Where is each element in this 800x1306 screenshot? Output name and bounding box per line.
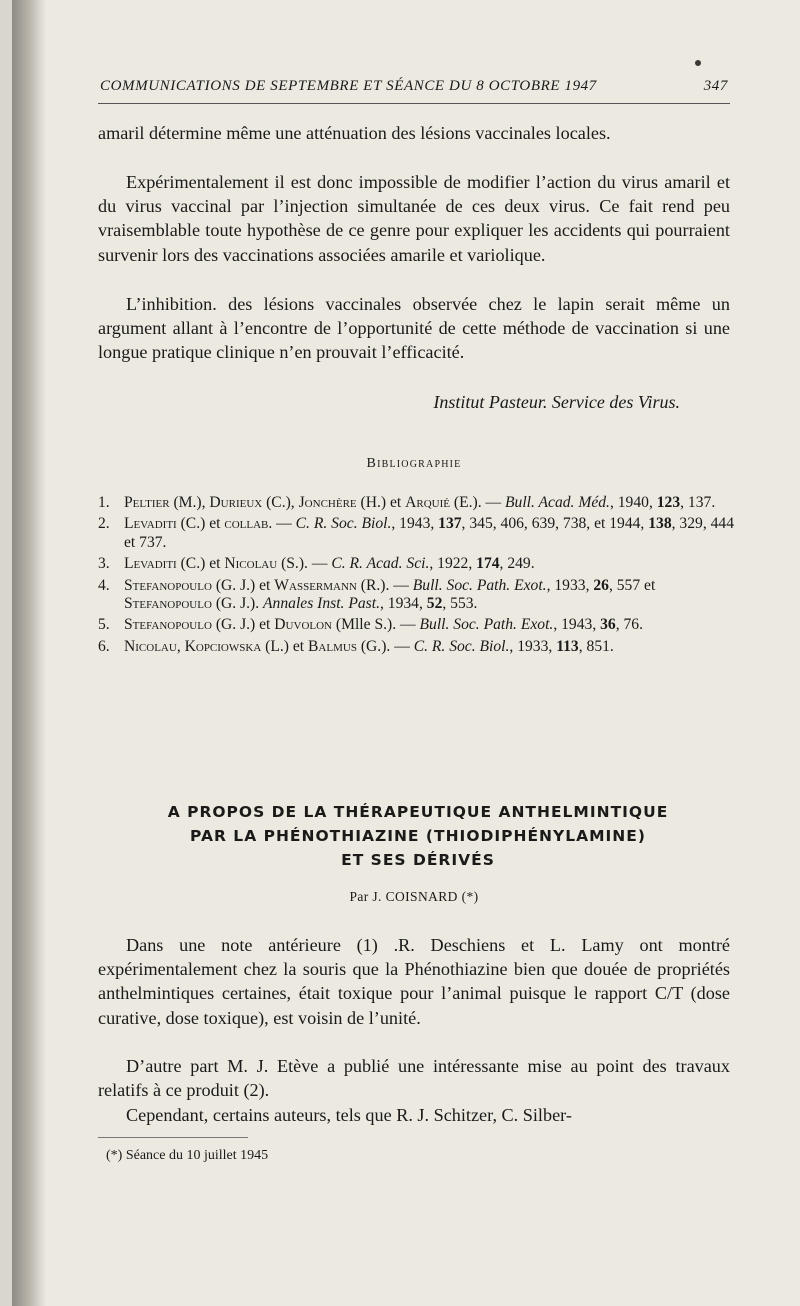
paragraph-conclusion: Expérimentalement il est donc impossible de modifier l’action du virus amaril et du virus vaccinal par l’injection simultanée de ces deux virus. Ce fait rend peu vraisemblable toute hypothèse de ce genre pour expliquer les accidents qui pourraient survenir lors des vaccinations associées amarile et variolique. <box>98 172 730 265</box>
article-paragraph: Cependant, certains auteurs, tels que R. J. Schitzer, C. Silber- <box>126 1105 572 1125</box>
reference-fragment: , 76. <box>615 616 643 634</box>
reference-number: 3. <box>98 555 110 573</box>
reference-fragment: Duvolon <box>274 616 332 634</box>
reference-fragment: Balmus <box>308 637 357 655</box>
paragraph-continued: amaril détermine même une atténuation des lésions vaccinales locales. <box>98 123 611 143</box>
reference-number: 1. <box>98 494 110 511</box>
reference-item <box>98 638 738 656</box>
reference-fragment: , 1922, <box>429 555 477 573</box>
reference-fragment: 113 <box>556 637 579 655</box>
header-rule <box>98 103 730 104</box>
article-title-line: PAR LA PHÉNOTHIAZINE (THIODIPHÉNYLAMINE) <box>190 827 646 845</box>
reference-fragment: Stefanopoulo <box>124 595 212 613</box>
article-title-line: A PROPOS DE LA THÉRAPEUTIQUE ANTHELMINTIQUE <box>167 803 669 821</box>
reference-fragment: (H.) et <box>356 494 406 511</box>
reference-fragment: 52 <box>426 595 443 613</box>
reference-fragment: (R.). — <box>356 576 413 594</box>
reference-fragment: Nicolau <box>124 637 177 655</box>
reference-fragment: Levaditi <box>124 515 177 533</box>
reference-item <box>98 577 738 614</box>
reference-fragment: (C.), <box>262 494 299 511</box>
reference-fragment: Wassermann <box>274 576 357 594</box>
reference-fragment: (C.) et <box>176 515 225 533</box>
paragraph-inhibition: L’inhibition. des lésions vaccinales observée chez le lapin serait même un argument allant à l’encontre de l’opportunité de cette méthode de vaccination si une longue pratique clinique n’en prouvait l’efficacité. <box>98 294 730 363</box>
reference-fragment: Jonchère <box>298 494 357 511</box>
reference-fragment: 174 <box>476 555 500 573</box>
reference-fragment: (G. J.). <box>211 595 264 613</box>
reference-fragment: Bull. Soc. Path. Exot. <box>412 576 547 594</box>
reference-fragment: 137 <box>438 515 462 533</box>
reference-fragment: Stefanopoulo <box>124 616 212 634</box>
journal-page <box>12 0 800 1306</box>
reference-fragment: , 557 et <box>608 576 656 594</box>
reference-number: 5. <box>98 616 110 634</box>
article-paragraph: D’autre part M. J. Etève a publié une intéressante mise au point des travaux relatifs à ce produit (2). <box>98 1056 730 1101</box>
reference-fragment: (M.), <box>169 494 210 511</box>
reference-number: 6. <box>98 637 110 655</box>
reference-fragment: 36 <box>600 616 616 634</box>
reference-fragment: , 1943, <box>553 616 601 634</box>
bibliography-list <box>98 494 738 659</box>
reference-fragment: , 1933, <box>546 576 594 594</box>
reference-fragment: 26 <box>593 576 609 594</box>
reference-fragment: , <box>176 637 185 655</box>
reference-fragment: (G. J.) et <box>211 576 275 594</box>
reference-fragment: , 1940, <box>609 494 657 511</box>
article-paragraph: Dans une note antérieure (1) .R. Deschiens et L. Lamy ont montré expérimentalement chez la souris que la Phénothiazine bien que douée de propriétés anthelmintiques certaines, était toxique pour l’animal puisque le rapport C/T (dose curative, dose toxique), est voisin de l’unité. <box>98 935 730 1028</box>
reference-item <box>98 515 738 552</box>
reference-item <box>98 494 738 512</box>
running-head-title: COMMUNICATIONS DE SEPTEMBRE ET SÉANCE DU 8 OCTOBRE 1947 <box>100 78 597 94</box>
reference-fragment: , 553. <box>442 595 478 613</box>
reference-fragment: (S.). — <box>277 555 332 573</box>
reference-fragment: , 249. <box>499 555 535 573</box>
author-byline: Par J. COISNARD (*) <box>349 889 479 904</box>
reference-fragment: Peltier <box>124 494 170 511</box>
article-title <box>98 800 738 872</box>
reference-fragment: Durieux <box>209 494 263 511</box>
reference-item <box>98 616 738 634</box>
bibliography-heading: Bibliographie <box>366 456 462 471</box>
reference-fragment: Kopciowska <box>184 637 262 655</box>
reference-fragment: (Mlle S.). — <box>332 616 420 634</box>
reference-fragment: C. R. Acad. Sci. <box>331 555 430 573</box>
reference-fragment: (E.). — <box>450 494 505 511</box>
reference-fragment: , 1934, <box>379 595 427 613</box>
reference-fragment: Annales Inst. Past. <box>263 595 380 613</box>
book-spine-shadow <box>12 0 46 1306</box>
reference-fragment: (L.) et <box>261 637 309 655</box>
reference-fragment: Bull. Soc. Path. Exot. <box>419 616 554 634</box>
reference-fragment: , 329, 444 et 737. <box>124 515 734 551</box>
reference-fragment: 123 <box>656 494 681 511</box>
reference-fragment: , 851. <box>578 637 614 655</box>
reference-fragment: (G. J.) et <box>211 616 275 634</box>
reference-fragment: Arquié <box>405 494 450 511</box>
print-speck <box>695 60 701 66</box>
reference-fragment: Stefanopoulo <box>124 576 212 594</box>
reference-fragment: , 137. <box>680 494 716 511</box>
reference-fragment: (G.). — <box>356 637 414 655</box>
reference-fragment: C. R. Soc. Biol. <box>295 515 392 533</box>
footnote-rule <box>98 1137 248 1138</box>
reference-fragment: C. R. Soc. Biol. <box>413 637 510 655</box>
page-number: 347 <box>703 78 728 94</box>
reference-fragment: Bull. Acad. Méd. <box>505 494 610 511</box>
reference-fragment: Levaditi <box>124 555 177 573</box>
reference-fragment: Nicolau <box>224 555 278 573</box>
reference-number: 2. <box>98 515 110 533</box>
institution-signature: Institut Pasteur. Service des Virus. <box>433 392 680 412</box>
article-title-line: ET SES DÉRIVÉS <box>341 851 495 869</box>
reference-number: 4. <box>98 576 110 594</box>
running-head <box>100 78 728 95</box>
reference-fragment: — <box>272 515 296 533</box>
reference-fragment: collab. <box>224 515 273 533</box>
reference-fragment: , 1933, <box>509 637 557 655</box>
reference-fragment: 138 <box>648 515 672 533</box>
footnote: (*) Séance du 10 juillet 1945 <box>106 1148 269 1163</box>
reference-fragment: , 345, 406, 639, 738, et 1944, <box>461 515 649 533</box>
reference-item <box>98 555 738 573</box>
reference-fragment: , 1943, <box>391 515 439 533</box>
reference-fragment: (C.) et <box>176 555 225 573</box>
